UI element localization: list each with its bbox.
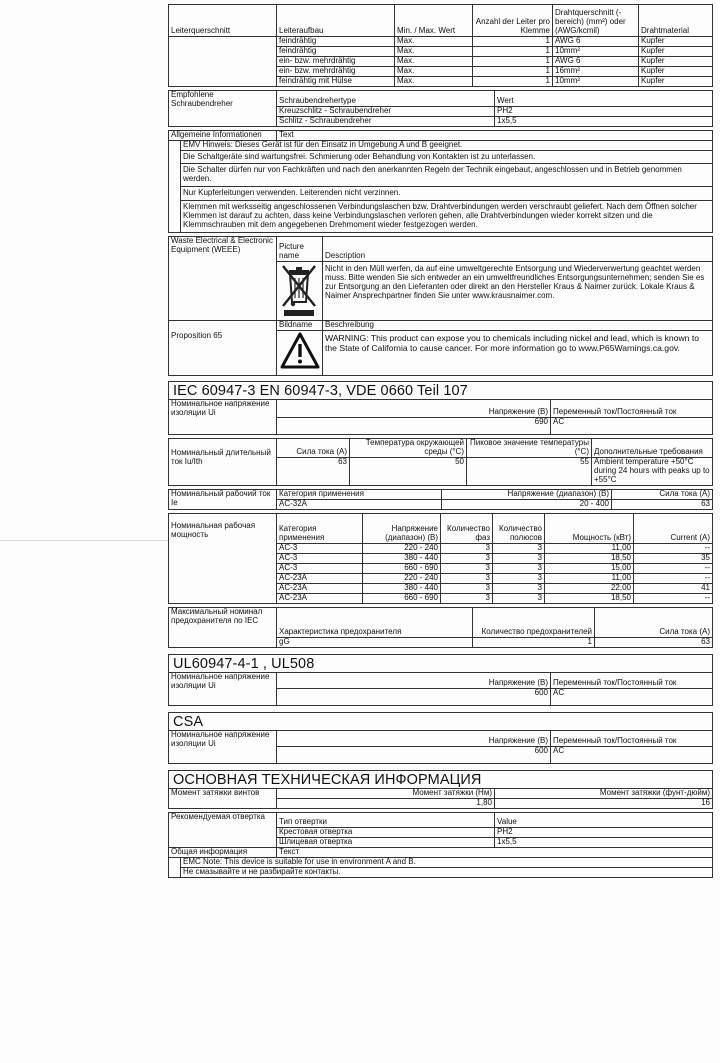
poles: 3	[493, 593, 545, 603]
table-row	[169, 140, 713, 150]
column-header: Тип отвертки	[277, 813, 495, 828]
section-label: Номинальный длительный ток Iu/Ith	[169, 439, 277, 486]
warning-triangle-icon	[279, 331, 321, 371]
power-kw: 11,00	[545, 543, 634, 553]
power-kw: 22,00	[545, 583, 634, 593]
voltage-range: 220 - 240	[363, 573, 441, 583]
table-row	[169, 789, 713, 798]
scan-artifact-line	[0, 540, 168, 541]
column-header: Schraubendrehertype	[277, 90, 495, 106]
section-label: Максимальный номинал предохранителя по IEC	[169, 607, 277, 647]
wire-section: 16mm²	[553, 66, 639, 76]
wire-material: Kupfer	[639, 66, 713, 76]
current-a: --	[634, 563, 713, 573]
fuse-characteristic: gG	[277, 637, 473, 647]
csa-section-title: CSA	[168, 712, 713, 731]
poles: 3	[493, 583, 545, 593]
iec-ui-table	[168, 400, 713, 435]
csa-ui-table	[168, 731, 713, 764]
torque-nm-value: 1,80	[277, 799, 495, 809]
table-row	[169, 150, 713, 164]
min-max: Max.	[395, 46, 473, 56]
screwdriver-type: Шлицевая отвертка	[277, 838, 495, 848]
empty-cell	[169, 858, 181, 878]
general-info-table-ru	[168, 848, 713, 878]
screwdriver-value: 1x5,5	[495, 838, 713, 848]
current-value: 63	[277, 458, 350, 486]
note-text: Nur Kupferleitungen verwenden. Leiterenden nicht verzinnen.	[181, 187, 713, 201]
table-row	[169, 321, 713, 331]
section-label: Proposition 65	[169, 321, 277, 376]
note-text: Не смазывайте и не разбирайте контакты.	[181, 867, 713, 877]
current-a: --	[634, 543, 713, 553]
conductor-table	[168, 4, 713, 87]
empty-cell	[169, 140, 181, 233]
conductor-header-cell: Anzahl der Leiter pro Klemme	[473, 5, 553, 37]
screwdriver-value: PH2	[495, 106, 713, 116]
basic-info-section-title: ОСНОВНАЯ ТЕХНИЧЕСКАЯ ИНФОРМАЦИЯ	[168, 770, 713, 789]
empty-cell	[169, 37, 277, 87]
column-header: Характеристика предохранителя	[277, 607, 473, 637]
section-label: Номинальное напряжение изоляции Ui	[169, 731, 277, 764]
column-header: Напряжение (диапазон) (В)	[442, 490, 612, 500]
iec-ith-table	[168, 438, 713, 486]
conductor-header-row	[169, 5, 713, 37]
table-row	[169, 130, 713, 140]
current-type-value: AC	[551, 747, 713, 764]
voltage-range: 380 - 440	[363, 583, 441, 593]
category: AC-3	[277, 543, 363, 553]
iec-fuse-table	[168, 607, 713, 648]
table-row	[169, 848, 713, 857]
column-header: Current (A)	[634, 513, 713, 543]
table-row	[169, 490, 713, 500]
voltage-value: 690	[277, 417, 551, 435]
datasheet-page	[168, 4, 713, 878]
section-label: Рекомендуемая отвертка	[169, 813, 277, 848]
conductor-count: 1	[473, 76, 553, 86]
weee-picture-cell	[277, 262, 323, 321]
power-kw: 15,00	[545, 563, 634, 573]
wire-section: AWG 6	[553, 37, 639, 47]
general-info-table-de	[168, 130, 713, 234]
current-a: 35	[634, 553, 713, 563]
column-header: Напряжение (В)	[277, 400, 551, 417]
crossed-bin-icon	[279, 262, 319, 318]
iec-power-table	[168, 513, 713, 604]
note-text: Die Schalter dürfen nur von Fachkräften und nach den anerkannten Regeln der Technik eingebaut, angeschlossen und in Betrieb genommen werden.	[181, 164, 713, 187]
note-text: EMC Note: This device is suitable for use in environment A and B.	[181, 858, 713, 868]
category: AC-23A	[277, 593, 363, 603]
table-row	[169, 867, 713, 877]
wire-section: 10mm²	[553, 46, 639, 56]
section-label: Момент затяжки винтов	[169, 789, 277, 808]
table-row	[169, 201, 713, 233]
section-label: Общая информация	[169, 848, 277, 857]
screwdriver-table-ru	[168, 812, 713, 848]
conductor-header-cell: Drahtmaterial	[639, 5, 713, 37]
column-header: Напряжение (диапазон) (В)	[363, 513, 441, 543]
conductor-type: ein- bzw. mehrdrähtig	[277, 56, 395, 66]
table-row	[169, 164, 713, 187]
category: AC-3	[277, 563, 363, 573]
voltage-value: 600	[277, 689, 551, 706]
phases: 3	[441, 543, 493, 553]
voltage-value: 600	[277, 747, 551, 764]
torque-lb-value: 16	[495, 799, 713, 809]
wire-section: AWG 6	[553, 56, 639, 66]
column-header: Напряжение (В)	[277, 731, 551, 747]
screwdriver-type: Крестовая отвертка	[277, 828, 495, 838]
conductor-type: ein- bzw. mehrdrähtig	[277, 66, 395, 76]
screwdriver-value: 1x5,5	[495, 116, 713, 126]
column-header: Text	[277, 130, 713, 140]
additional-requirements: Ambient temperature +50°C during 24 hours with peaks up to +55°C	[592, 458, 713, 486]
section-label: Empfohlene Schraubendreher	[169, 90, 277, 126]
table-row	[169, 439, 713, 458]
current-type-value: AC	[551, 417, 713, 435]
category: AC-23A	[277, 573, 363, 583]
conductor-count: 1	[473, 56, 553, 66]
wire-material: Kupfer	[639, 56, 713, 66]
voltage-range: 660 - 690	[363, 593, 441, 603]
category: AC-3	[277, 553, 363, 563]
voltage-range: 20 - 400	[442, 500, 612, 510]
table-row	[169, 90, 713, 106]
phases: 3	[441, 593, 493, 603]
section-label: Allgemeine Informationen	[169, 130, 277, 140]
voltage-range: 220 - 240	[363, 543, 441, 553]
conductor-count: 1	[473, 66, 553, 76]
table-row	[169, 813, 713, 828]
note-text: EMV Hinweis: Dieses Gerät ist für den Einsatz in Umgebung A und B geeignet.	[181, 140, 713, 150]
category: AC-23A	[277, 583, 363, 593]
current-value: 63	[612, 500, 713, 510]
table-row	[169, 858, 713, 868]
current-type-value: AC	[551, 689, 713, 706]
column-header: Сила тока (А)	[612, 490, 713, 500]
phases: 3	[441, 573, 493, 583]
wire-material: Kupfer	[639, 46, 713, 56]
column-header: Температура окружающей среды (°C)	[350, 439, 467, 458]
column-header: Wert	[495, 90, 713, 106]
table-row	[169, 731, 713, 747]
wire-section: 10mm²	[553, 76, 639, 86]
conductor-header-cell: Leiteraufbau	[277, 5, 395, 37]
column-header: Picture name	[277, 237, 323, 262]
table-row	[169, 607, 713, 637]
column-header: Категория применения	[277, 490, 442, 500]
poles: 3	[493, 553, 545, 563]
ul-ui-table	[168, 673, 713, 706]
column-header: Bildname	[277, 321, 323, 331]
section-label: Waste Electrical & Electronic Equipment (WEEE)	[169, 237, 277, 321]
screwdriver-table-de	[168, 90, 713, 127]
column-header: Текст	[277, 848, 713, 857]
ambient-temp-value: 50	[350, 458, 467, 486]
section-label: Номинальное напряжение изоляции Ui	[169, 673, 277, 706]
screwdriver-value: PH2	[495, 828, 713, 838]
torque-table	[168, 789, 713, 809]
column-header: Переменный ток/Постоянный ток	[551, 731, 713, 747]
column-header: Сила тока (А)	[595, 607, 713, 637]
column-header: Пиковое значение температуры (°C)	[467, 439, 592, 458]
note-text: Die Schaltgeräte sind wartungsfrei. Schmierung oder Behandlung von Kontakten ist zu unterlassen.	[181, 150, 713, 164]
voltage-range: 660 - 690	[363, 563, 441, 573]
section-label: Номинальное напряжение изоляции Ui	[169, 400, 277, 435]
min-max: Max.	[395, 76, 473, 86]
power-kw: 11,00	[545, 573, 634, 583]
note-text: Klemmen mit werksseitig angeschlossenen Verbindungslaschen bzw. Drahtverbindungen werden verschraubt geliefert. Nach dem Öffnen solcher Klemmen ist darauf zu achten, dass keine Verbindungslaschen verloren gehen, alle Drahtverbindungen wieder korrekt sitzen und die Klemmschrauben mit dem angegebenen Drehmoment wieder festgezogen werden.	[181, 201, 713, 233]
conductor-count: 1	[473, 37, 553, 47]
conductor-type: feindrähtig mit Hülse	[277, 76, 395, 86]
power-kw: 18,50	[545, 553, 634, 563]
table-row	[169, 237, 713, 262]
column-header: Количество фаз	[441, 513, 493, 543]
weee-description: Nicht in den Müll werfen, da auf eine umweltgerechte Entsorgung und Wiederverwertung geachtet werden muss. Bitte wenden Sie sich entweder an ein umweltfreundliches Entsorgungsunternehmen; senden Sie es zur Entsorgung an den Lieferanten oder direkt an den Hersteller Kraus & Naimer zurück. Lokale Kraus & Naimer Ansprechpartner finden Sie unter www.krausnaimer.com.	[323, 262, 713, 321]
ul-section-title: UL60947-4-1 , UL508	[168, 654, 713, 673]
conductor-count: 1	[473, 46, 553, 56]
column-header: Beschreibung	[323, 321, 713, 331]
prop65-picture-cell	[277, 331, 323, 376]
voltage-range: 380 - 440	[363, 553, 441, 563]
phases: 3	[441, 553, 493, 563]
column-header: Мощность (кВт)	[545, 513, 634, 543]
conductor-type: feindrähtig	[277, 46, 395, 56]
peak-temp-value: 55	[467, 458, 592, 486]
wire-material: Kupfer	[639, 76, 713, 86]
column-header: Переменный ток/Постоянный ток	[551, 400, 713, 417]
phases: 3	[441, 583, 493, 593]
min-max: Max.	[395, 37, 473, 47]
poles: 3	[493, 573, 545, 583]
fuse-current: 63	[595, 637, 713, 647]
min-max: Max.	[395, 56, 473, 66]
power-kw: 18,50	[545, 593, 634, 603]
iec-section-title: IEC 60947-3 EN 60947-3, VDE 0660 Teil 107	[168, 381, 713, 400]
fuse-count: 1	[473, 637, 595, 647]
poles: 3	[493, 563, 545, 573]
table-row	[169, 673, 713, 689]
section-label: Номинальная рабочая мощность	[169, 513, 277, 603]
current-a: 41	[634, 583, 713, 593]
screwdriver-type: Kreuzschlitz - Schraubendreher	[277, 106, 495, 116]
column-header: Категория применения	[277, 513, 363, 543]
wire-material: Kupfer	[639, 37, 713, 47]
prop65-description: WARNING: This product can expose you to chemicals including nickel and lead, which is known to the State of California to cause cancer. For more information go to www.P65Warnings.ca.gov.	[323, 331, 713, 376]
current-a: --	[634, 593, 713, 603]
conductor-header-cell: Drahtquerschnitt (-bereich) (mm²) oder (AWG/kcmil)	[553, 5, 639, 37]
current-a: --	[634, 573, 713, 583]
iec-ie-table	[168, 489, 713, 510]
section-label: Номинальный рабочий ток Ie	[169, 490, 277, 510]
conductor-header-cell: Min. / Max. Wert	[395, 5, 473, 37]
conductor-type: feindrähtig	[277, 37, 395, 47]
column-header: Дополнительные требования	[592, 439, 713, 458]
poles: 3	[493, 543, 545, 553]
column-header: Напряжение (В)	[277, 673, 551, 689]
weee-table	[168, 236, 713, 376]
column-header: Количество предохранителей	[473, 607, 595, 637]
column-header: Момент затяжки (Нм)	[277, 789, 495, 798]
table-row	[169, 513, 713, 543]
screwdriver-type: Schlitz - Schraubendreher	[277, 116, 495, 126]
column-header: Переменный ток/Постоянный ток	[551, 673, 713, 689]
column-header: Количество полюсов	[493, 513, 545, 543]
column-header: Description	[323, 237, 713, 262]
table-row	[169, 187, 713, 201]
column-header: Момент затяжки (фунт-дюйм)	[495, 789, 713, 798]
min-max: Max.	[395, 66, 473, 76]
utilization-category: AC-32A	[277, 500, 442, 510]
column-header: Сила тока (А)	[277, 439, 350, 458]
conductor-header-cell: Leiterquerschnitt	[169, 5, 277, 37]
phases: 3	[441, 563, 493, 573]
column-header: Value	[495, 813, 713, 828]
table-row	[169, 400, 713, 417]
table-row	[169, 37, 713, 47]
